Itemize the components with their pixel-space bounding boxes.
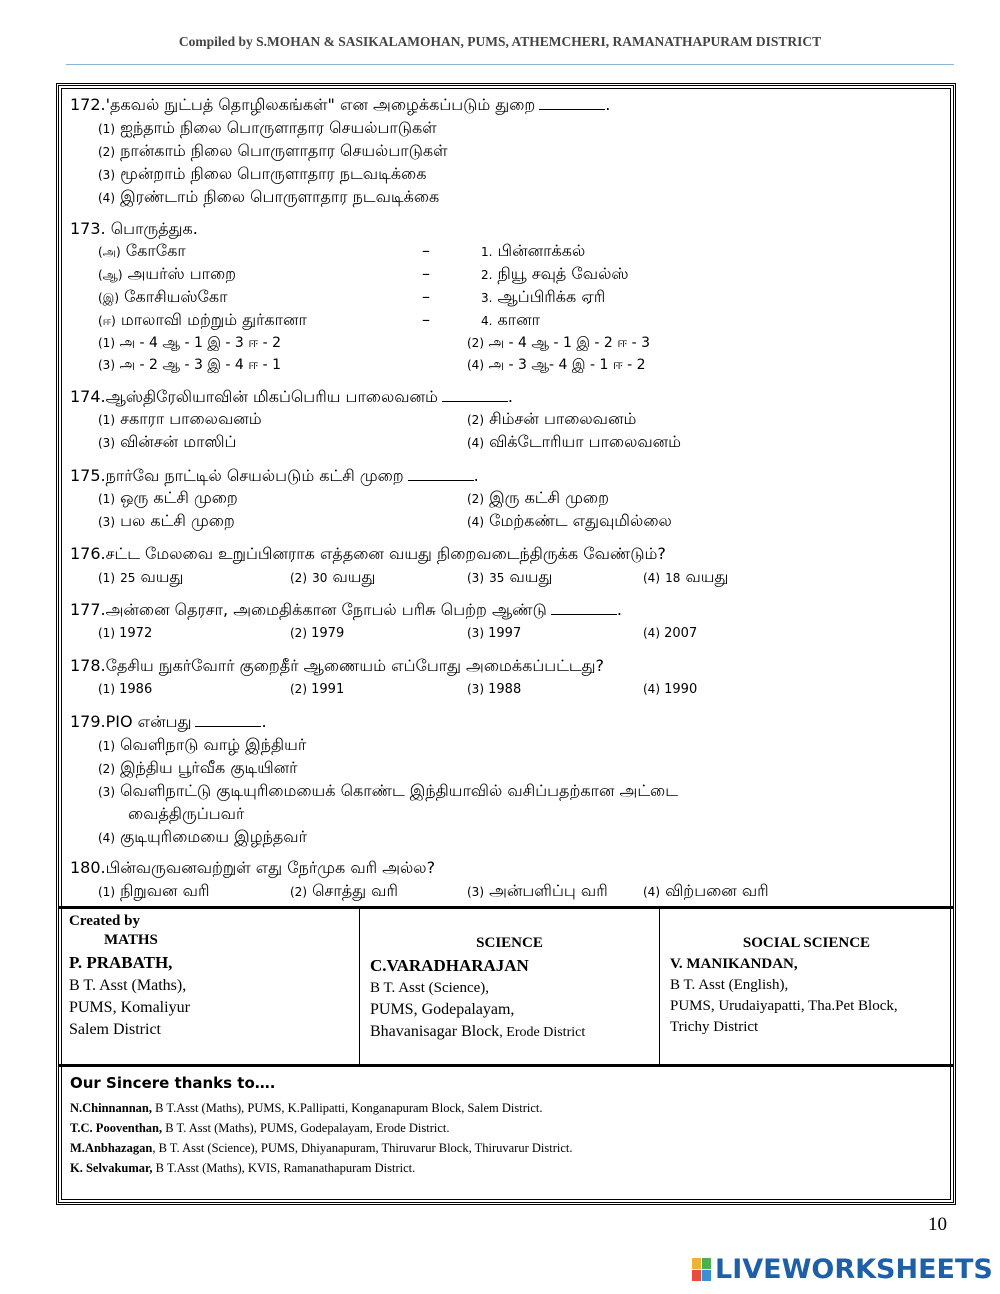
- option-175-3: (3) பல கட்சி முறை: [98, 511, 235, 530]
- answer-blank: [408, 468, 474, 481]
- subject-heading: SCIENCE: [476, 935, 543, 951]
- question-178: 178.தேசிய நுகர்வோர் குறைதீர் ஆணையம் எப்போது அமைக்கப்பட்டது?: [70, 656, 604, 675]
- option-172-4: (4) இரண்டாம் நிலை பொருளாதார நடவடிக்கை: [98, 187, 440, 206]
- option-176-1: (1) 25 வயது: [98, 567, 184, 586]
- question-180: 180.பின்வருவனவற்றுள் எது நேர்முக வரி அல்ல?: [70, 858, 436, 877]
- option-173-2: (2) அ - 4 ஆ - 1 இ - 2 ஈ - 3: [467, 335, 650, 351]
- match-dash: –: [422, 264, 430, 283]
- page-number: 10: [928, 1214, 947, 1235]
- logo-square: [702, 1258, 711, 1269]
- subject-heading: SOCIAL SCIENCE: [742, 935, 871, 951]
- option-178-4: (4) 1990: [643, 682, 698, 697]
- author-school: PUMS, Urudaiyapatti, Tha.Pet Block,: [670, 998, 898, 1014]
- thanks-section: [70, 1074, 940, 1178]
- liveworksheets-icon: [692, 1258, 711, 1281]
- option-172-1: (1) ஐந்தாம் நிலை பொருளாதார செயல்பாடுகள்: [98, 118, 437, 137]
- logo-square: [692, 1270, 701, 1281]
- question-174: 174.ஆஸ்திரேலியாவின் மிகப்பெரிய பாலைவனம் .: [70, 387, 514, 406]
- option-173-3: (3) அ - 2 ஆ - 3 இ - 4 ஈ - 1: [98, 357, 281, 373]
- brand-name: LIVEWORKSHEETS: [715, 1254, 993, 1285]
- option-177-4: (4) 2007: [643, 626, 698, 641]
- thanks-title: Our Sincere thanks to….: [70, 1074, 276, 1092]
- option-176-3: (3) 35 வயது: [467, 567, 553, 586]
- header-divider: [66, 64, 954, 65]
- author-name: C.VARADHARAJAN: [370, 956, 529, 975]
- option-178-2: (2) 1991: [290, 682, 345, 697]
- match-right-4: 4. கானா: [481, 310, 541, 329]
- author-designation: B T. Asst (Maths),: [69, 977, 187, 994]
- thanks-entry: T.C. Pooventhan, B T. Asst (Maths), PUMS, Godepalayam, Erode District.: [70, 1121, 450, 1135]
- created-by-label: Created by: [69, 913, 140, 929]
- credits-table: [59, 909, 953, 1067]
- match-dash: –: [422, 241, 430, 260]
- option-172-3: (3) மூன்றாம் நிலை பொருளாதார நடவடிக்கை: [98, 164, 427, 183]
- option-174-1: (1) சகாரா பாலைவனம்: [98, 409, 262, 428]
- thanks-entry: N.Chinnannan, B T.Asst (Maths), PUMS, K.Pallipatti, Konganapuram Block, Salem District.: [70, 1101, 543, 1115]
- question-173: 173. பொருத்துக.: [70, 219, 198, 238]
- option-175-1: (1) ஒரு கட்சி முறை: [98, 488, 238, 507]
- match-right-2: 2. நியூ சவுத் வேல்ஸ்: [481, 264, 629, 283]
- match-right-3: 3. ஆப்பிரிக்க ஏரி: [481, 287, 606, 306]
- match-right-1: 1. பின்னாக்கல்: [481, 241, 586, 260]
- match-dash: –: [422, 287, 430, 306]
- option-177-2: (2) 1979: [290, 626, 345, 641]
- option-178-1: (1) 1986: [98, 682, 153, 697]
- author-district: Salem District: [69, 1021, 161, 1038]
- option-179-3-cont: வைத்திருப்பவர்: [128, 804, 245, 823]
- question-177: 177.அன்னை தெரசா, அமைதிக்கான நோபல் பரிசு பெற்ற ஆண்டு .: [70, 600, 622, 619]
- option-172-2: (2) நான்காம் நிலை பொருளாதார செயல்பாடுகள்: [98, 141, 448, 160]
- logo-square: [692, 1258, 701, 1269]
- answer-blank: [551, 602, 617, 615]
- option-180-3: (3) அன்பளிப்பு வரி: [467, 881, 608, 900]
- logo-square: [702, 1270, 711, 1281]
- option-180-2: (2) சொத்து வரி: [290, 881, 398, 900]
- match-left-2: (ஆ) அயர்ஸ் பாறை: [98, 264, 237, 283]
- liveworksheets-logo[interactable]: [692, 1254, 993, 1285]
- option-176-2: (2) 30 வயது: [290, 567, 376, 586]
- thanks-entry: K. Selvakumar, B T.Asst (Maths), KVIS, Ramanathapuram District.: [70, 1161, 416, 1175]
- author-designation: B T. Asst (English),: [670, 977, 789, 993]
- author-designation: B T. Asst (Science),: [370, 980, 490, 996]
- author-school: PUMS, Godepalayam,: [370, 1001, 515, 1018]
- option-180-4: (4) விற்பனை வரி: [643, 881, 769, 900]
- credit-science: [359, 909, 659, 1064]
- author-district: Bhavanisagar Block, Erode District: [370, 1023, 586, 1040]
- thanks-entry: M.Anbhazagan, B T. Asst (Science), PUMS, Dhiyanapuram, Thiruvarur Block, Thiruvarur District.: [70, 1141, 573, 1155]
- option-173-1: (1) அ - 4 ஆ - 1 இ - 3 ஈ - 2: [98, 335, 281, 351]
- question-175: 175.நார்வே நாட்டில் செயல்படும் கட்சி முறை .: [70, 466, 479, 485]
- option-174-3: (3) வின்சன் மாஸிப்: [98, 432, 237, 451]
- author-name: P. PRABATH,: [69, 953, 173, 972]
- option-175-2: (2) இரு கட்சி முறை: [467, 488, 609, 507]
- match-left-3: (இ) கோசியஸ்கோ: [98, 287, 228, 306]
- answer-blank: [195, 714, 261, 727]
- option-175-4: (4) மேற்கண்ட எதுவுமில்லை: [467, 511, 672, 530]
- credit-social-science: [659, 909, 953, 1064]
- page-header: Compiled by S.MOHAN & SASIKALAMOHAN, PUMS, ATHEMCHERI, RAMANATHAPURAM DISTRICT: [178, 34, 822, 49]
- author-name: V. MANIKANDAN,: [670, 956, 798, 972]
- option-179-4: (4) குடியுரிமையை இழந்தவர்: [98, 827, 307, 846]
- match-dash: –: [422, 310, 430, 329]
- match-left-1: (அ) கோகோ: [98, 241, 186, 260]
- option-179-1: (1) வெளிநாடு வாழ் இந்தியர்: [98, 735, 307, 754]
- option-180-1: (1) நிறுவன வரி: [98, 881, 210, 900]
- option-177-3: (3) 1997: [467, 626, 522, 641]
- match-left-4: (ஈ) மாலாவி மற்றும் துர்கானா: [98, 310, 307, 329]
- option-179-3: (3) வெளிநாட்டு குடியுரிமையைக் கொண்ட இந்தியாவில் வசிப்பதற்கான அட்டை: [98, 781, 678, 800]
- answer-blank: [442, 389, 508, 402]
- question-172: 172.'தகவல் நுட்பத் தொழிலகங்கள்" என அழைக்கப்படும் துறை .: [70, 95, 611, 114]
- option-174-2: (2) சிம்சன் பாலைவனம்: [467, 409, 637, 428]
- question-176: 176.சட்ட மேலவை உறுப்பினராக எத்தனை வயது நிறைவடைந்திருக்க வேண்டும்?: [70, 544, 666, 563]
- option-173-4: (4) அ - 3 ஆ- 4 இ - 1 ஈ - 2: [467, 357, 646, 373]
- credit-maths: [59, 909, 359, 1064]
- option-179-2: (2) இந்திய பூர்வீக குடியினர்: [98, 758, 298, 777]
- subject-heading: MATHS: [104, 932, 158, 948]
- option-174-4: (4) விக்டோரியா பாலைவனம்: [467, 432, 682, 451]
- option-177-1: (1) 1972: [98, 626, 153, 641]
- author-school: PUMS, Komaliyur: [69, 999, 190, 1016]
- author-district: Trichy District: [670, 1019, 759, 1035]
- question-179: 179.PIO என்பது .: [70, 712, 267, 731]
- option-176-4: (4) 18 வயது: [643, 567, 729, 586]
- answer-blank: [539, 97, 605, 110]
- option-178-3: (3) 1988: [467, 682, 522, 697]
